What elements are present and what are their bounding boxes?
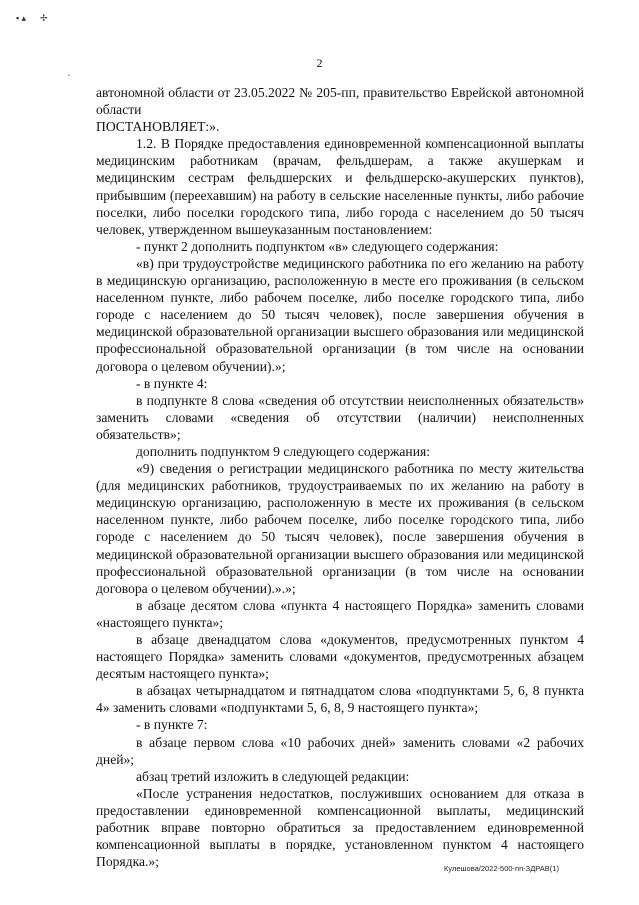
paragraph: в абзаце десятом слова «пункта 4 настоящего Порядка» заменить словами «настоящего пункта»; xyxy=(96,597,584,630)
paragraph: - пункт 2 дополнить подпунктом «в» следующего содержания: xyxy=(136,238,499,254)
paragraph: «в) при трудоустройстве медицинского работника по его желанию на работу в медицинскую организацию, расположенную в месте его проживания (в сельском населенном пункте, либо рабочем поселке, либо поселке городского типа, либо городе с населением до 50 тысяч человек), после завершения обучения в медицинской образовательной организации высшего образования или медицинской профессиональной образовательной организации (в том числе на основании договора о целевом обучении).»; xyxy=(96,255,584,374)
scan-speck: ✢ xyxy=(40,13,48,23)
paragraph: «После устранения недостатков, послуживших основанием для отказа в предоставлении единовременной компенсационной выплаты, медицинский работник вправе повторно обратиться за предоставлением единовременной компенсационной выплаты в порядке, установленном пунктом 4 настоящего Порядка.»; xyxy=(96,785,584,870)
scan-speck: ▪ ▴ xyxy=(16,13,26,23)
paragraph: в абзаце первом слова «10 рабочих дней» заменить словами «2 рабочих дней»; xyxy=(96,734,584,767)
document-body xyxy=(96,84,584,870)
document-code: Кулешова/2022-500-пп-ЗДРАВ(1) xyxy=(444,864,559,873)
paragraph: «9) сведения о регистрации медицинского работника по месту жительства (для медицинских работников, трудоустраиваемых по их желанию на работу в медицинскую организацию, расположенную в месте их проживания (в сельском населенном пункте, либо рабочем поселке, либо поселке городского типа, либо городе с населением до 50 тысяч человек), после завершения обучения в медицинской образовательной организации высшего образования или медицинской профессиональной образовательной организации (в том числе на основании договора о целевом обучении).».»; xyxy=(96,461,584,596)
page-number: 2 xyxy=(316,56,323,70)
paragraph: - в пункте 7: xyxy=(136,717,208,733)
paragraph: в абзаце двенадцатом слова «документов, предусмотренных пунктом 4 настоящего Порядка» заменить словами «документов, предусмотренных абзацем десятым настоящего пункта»; xyxy=(96,632,584,682)
paragraph: 1.2. В Порядке предоставления единовременной компенсационной выплаты медицинским работникам (врачам, фельдшерам, а также акушеркам и медицинским сестрам фельдшерских и фельдшерско-акушерских пунктов), прибывшим (переехавшим) на работу в сельские населенные пункты, либо рабочие поселки, либо поселки городского типа, либо города с населением до 50 тысяч человек, утвержденном вышеуказанным постановлением: xyxy=(96,136,584,237)
paragraph: в абзацах четырнадцатом и пятнадцатом слова «подпунктами 5, 6, 8 пункта 4» заменить словами «подпунктами 5, 6, 8, 9 настоящего пункта»; xyxy=(96,683,584,716)
paragraph: - в пункте 4: xyxy=(136,375,208,391)
paragraph: абзац третий изложить в следующей редакции: xyxy=(136,768,410,784)
paragraph: ПОСТАНОВЛЯЕТ:». xyxy=(96,119,220,135)
paragraph: в подпункте 8 слова «сведения об отсутствии неисполненных обязательств» заменить словами «сведения об отсутствии (наличии) неисполненных обязательств»; xyxy=(96,392,584,442)
paragraph: дополнить подпунктом 9 следующего содержания: xyxy=(136,443,431,459)
scan-speck: • xyxy=(68,74,70,79)
paragraph: автономной области от 23.05.2022 № 205-пп, правительство Еврейской автономной области xyxy=(96,85,584,118)
